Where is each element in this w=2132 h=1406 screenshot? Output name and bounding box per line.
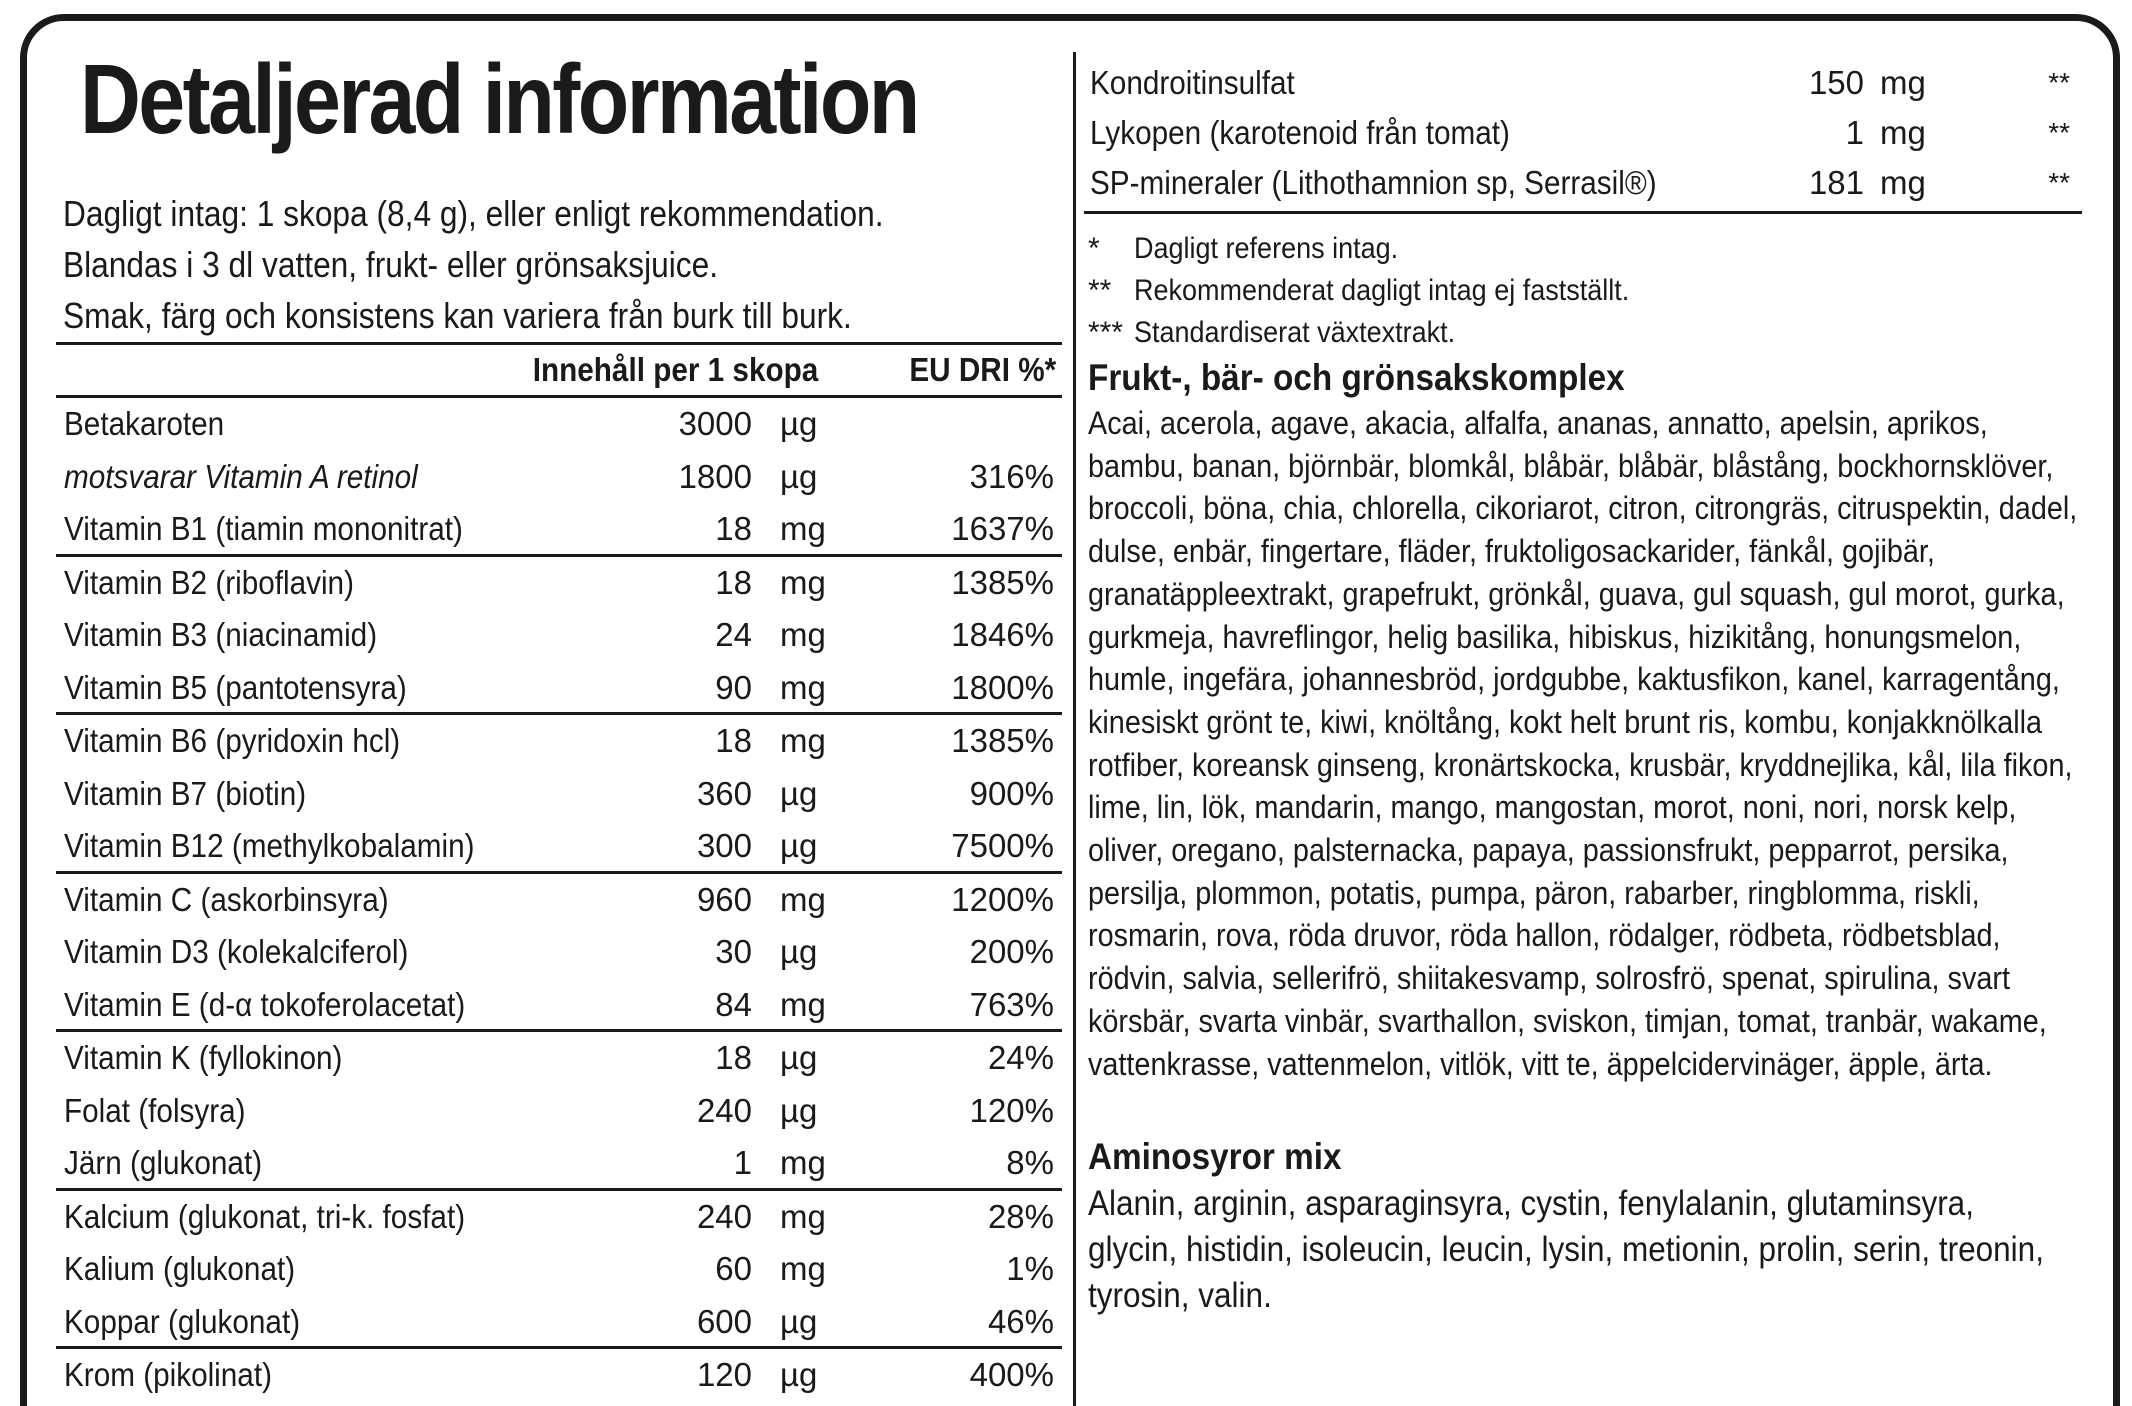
nutrient-name: Vitamin E (d-α tokoferolacetat) <box>64 985 466 1023</box>
nutrient-name: Vitamin B3 (niacinamid) <box>64 616 378 653</box>
table-row <box>56 1243 1062 1296</box>
intro-line: Blandas i 3 dl vatten, frukt- eller grönsaksjuice. <box>63 244 719 285</box>
extra-name: Kondroitinsulfat <box>1090 64 1295 101</box>
nutrient-dri: 1200% <box>951 880 1054 918</box>
nutrient-unit: mg <box>780 563 826 601</box>
nutrient-amount: 3000 <box>678 405 752 442</box>
nutrient-dri: 1800% <box>951 668 1054 706</box>
nutrient-name: Vitamin C (askorbinsyra) <box>64 880 389 918</box>
nutrient-name: Kalium (glukonat) <box>64 1250 296 1287</box>
nutrient-name: Vitamin B12 (methylkobalamin) <box>64 827 475 864</box>
nutrient-name: Vitamin D3 (kolekalciferol) <box>64 933 409 970</box>
footnote-symbol: * <box>1088 232 1100 265</box>
table-row <box>56 715 1062 768</box>
nutrient-name: Vitamin B1 (tiamin mononitrat) <box>64 510 463 547</box>
nutrient-amount: 240 <box>696 1091 752 1129</box>
table-row <box>56 662 1062 716</box>
extra-note: ** <box>2048 67 2070 98</box>
nutrient-dri: 1385% <box>951 722 1054 759</box>
column-divider <box>1073 52 1076 1406</box>
nutrient-dri: 28% <box>987 1197 1054 1235</box>
header-content: Innehåll per 1 skopa <box>532 351 818 388</box>
nutrient-unit: mg <box>780 985 826 1023</box>
extra-name: Lykopen (karotenoid från tomat) <box>1090 114 1510 151</box>
nutrient-unit: mg <box>780 880 826 918</box>
nutrient-amount: 84 <box>715 985 752 1023</box>
nutrient-dri: 1846% <box>951 616 1054 653</box>
nutrient-name: Vitamin B6 (pyridoxin hcl) <box>64 722 401 759</box>
table-row <box>56 609 1062 662</box>
table-row <box>1084 58 2094 108</box>
table-row <box>56 1085 1062 1138</box>
nutrient-unit: µg <box>780 1302 818 1340</box>
nutrient-dri: 1% <box>1006 1250 1054 1287</box>
footnote <box>1084 312 2094 354</box>
nutrient-amount: 1 <box>733 1144 752 1181</box>
footnote <box>1084 270 2094 312</box>
nutrient-unit: mg <box>780 1144 826 1181</box>
extra-amount: 150 <box>1808 64 1864 101</box>
footnote <box>1084 228 2094 270</box>
table-row <box>56 1349 1062 1402</box>
nutrient-dri: 200% <box>969 933 1054 970</box>
nutrient-amount: 90 <box>715 668 752 706</box>
nutrient-unit: mg <box>780 1250 826 1287</box>
nutrient-dri: 1385% <box>951 563 1054 601</box>
fruit-complex-list: Acai, acerola, agave, akacia, alfalfa, ananas, annatto, apelsin, aprikos, bambu, banan, björnbär, blomkål, blåbär, blåbär, blåstång, bockhornsklöver, broccoli, böna, chia, chlorella, cikoriarot, citron, citrongräs, citruspektin, dadel, dulse, enbär, fingertare, fläder, fruktoligosackarider, fänkål, gojibär, granatäppleextrakt, grapefrukt, grönkål, guava, gul squash, gul morot, gurka, gurkmeja, havreflingor, helig basilika, hibiskus, hizikitång, honungsmelon, humle, ingefära, johannesbröd, jordgubbe, kaktusfikon, kanel, karragentång, kinesiskt grönt te, kiwi, knöltång, kokt helt brunt ris, kombu, konjakknölkalla rotfiber, koreansk ginseng, kronärtskocka, krusbär, kryddnejlika, kål, lila fikon, lime, lin, lök, mandarin, mango, mangostan, morot, noni, nori, norsk kelp, oliver, oregano, palsternacka, papaya, passionsfrukt, pepparrot, persika, persilja, plommon, potatis, pumpa, päron, rabarber, ringblomma, riskli, rosmarin, rova, röda druvor, röda hallon, rödalger, rödbeta, rödbetsblad, rödvin, salvia, sellerifrö, shiitakesvamp, solrosfrö, spenat, spirulina, svart körsbär, svarta vinbär, svarthallon, sviskon, timjan, tomat, tranbär, wakame, vattenkrasse, vattenmelon, vitlök, vitt te, äppelcidervinäger, äpple, ärta. <box>1088 405 2078 1082</box>
extras-table <box>1084 58 2094 214</box>
footnote-text: Dagligt referens intag. <box>1134 232 1399 265</box>
nutrient-dri: 8% <box>1006 1144 1054 1181</box>
right-column <box>1084 58 2094 1319</box>
nutrient-dri: 24% <box>987 1039 1054 1076</box>
nutrient-unit: µg <box>780 1039 818 1076</box>
nutrient-name: Betakaroten <box>64 405 225 442</box>
nutrient-name: Koppar (glukonat) <box>64 1302 301 1340</box>
nutrient-unit: mg <box>780 1197 826 1235</box>
extra-note: ** <box>2048 167 2070 198</box>
intro-line: Smak, färg och konsistens kan variera från burk till burk. <box>63 295 852 336</box>
nutrient-name: Folat (folsyra) <box>64 1091 246 1129</box>
fruit-complex-heading: Frukt-, bär- och grönsakskomplex <box>1088 357 1625 398</box>
table-row <box>56 1296 1062 1350</box>
nutrient-amount: 18 <box>715 510 752 547</box>
page-title: Detaljerad information <box>80 44 918 154</box>
amino-acids-heading: Aminosyror mix <box>1088 1136 1342 1178</box>
nutrient-amount: 60 <box>715 1250 752 1287</box>
table-row <box>1084 158 2094 208</box>
nutrient-dri: 316% <box>969 457 1054 495</box>
nutrient-name: Vitamin B2 (riboflavin) <box>64 563 354 601</box>
nutrient-amount: 300 <box>696 827 752 864</box>
nutrient-amount: 960 <box>696 880 752 918</box>
extra-amount: 1 <box>1845 114 1864 151</box>
nutrition-table <box>56 342 1062 1402</box>
table-row <box>56 768 1062 821</box>
amino-acids-list: Alanin, arginin, asparaginsyra, cystin, fenylalanin, glutaminsyra, glycin, histidin, isoleucin, leucin, lysin, metionin, prolin, serin, treonin, tyrosin, valin. <box>1088 1184 2044 1316</box>
footnotes <box>1084 228 2094 354</box>
nutrient-dri: 900% <box>969 774 1054 812</box>
nutrient-name: Vitamin K (fyllokinon) <box>64 1039 343 1076</box>
header-dri: EU DRI %* <box>909 351 1056 388</box>
nutrient-amount: 18 <box>715 722 752 759</box>
table-row <box>56 503 1062 557</box>
table-row <box>1084 108 2094 158</box>
usage-instructions <box>63 188 996 341</box>
table-row <box>56 1191 1062 1244</box>
table-row <box>56 926 1062 979</box>
nutrient-name: Järn (glukonat) <box>64 1144 263 1181</box>
nutrient-unit: µg <box>780 933 818 970</box>
extra-amount: 181 <box>1808 164 1864 201</box>
footnote-text: Standardiserat växtextrakt. <box>1134 316 1456 349</box>
nutrient-dri: 7500% <box>951 827 1054 864</box>
footnote-symbol: *** <box>1088 316 1124 349</box>
extra-unit: mg <box>1880 114 1926 151</box>
nutrient-unit: µg <box>780 827 818 864</box>
nutrient-unit: µg <box>780 1356 818 1393</box>
table-row <box>56 979 1062 1033</box>
nutrient-amount: 18 <box>715 563 752 601</box>
nutrient-unit: µg <box>780 774 818 812</box>
nutrient-amount: 240 <box>696 1197 752 1235</box>
extra-unit: mg <box>1880 164 1926 201</box>
nutrient-dri: 1637% <box>951 510 1054 547</box>
nutrient-unit: mg <box>780 668 826 706</box>
nutrient-name: Krom (pikolinat) <box>64 1356 272 1393</box>
table-row <box>56 1137 1062 1191</box>
table-row <box>56 820 1062 874</box>
table-row <box>56 1032 1062 1085</box>
nutrient-dri: 120% <box>969 1091 1054 1129</box>
nutrient-amount: 360 <box>696 774 752 812</box>
nutrient-name: Vitamin B5 (pantotensyra) <box>64 668 407 706</box>
extra-name: SP-mineraler (Lithothamnion sp, Serrasil®) <box>1090 164 1657 201</box>
nutrient-unit: mg <box>780 510 826 547</box>
footnote-text: Rekommenderat dagligt intag ej fastställt. <box>1134 274 1630 307</box>
nutrient-dri: 763% <box>969 985 1054 1023</box>
footnote-symbol: ** <box>1088 274 1112 307</box>
nutrient-amount: 1800 <box>678 457 752 495</box>
table-row <box>56 398 1062 451</box>
nutrient-name: motsvarar Vitamin A retinol <box>64 457 418 495</box>
nutrient-amount: 600 <box>696 1302 752 1340</box>
table-row <box>56 874 1062 927</box>
nutrient-amount: 120 <box>696 1356 752 1393</box>
nutrient-amount: 24 <box>715 616 752 653</box>
nutrient-unit: mg <box>780 722 826 759</box>
nutrient-amount: 18 <box>715 1039 752 1076</box>
table-row <box>56 557 1062 610</box>
extra-unit: mg <box>1880 64 1926 101</box>
nutrient-name: Vitamin B7 (biotin) <box>64 774 307 812</box>
extra-note: ** <box>2048 117 2070 148</box>
nutrient-name: Kalcium (glukonat, tri-k. fosfat) <box>64 1197 466 1235</box>
nutrient-unit: µg <box>780 457 818 495</box>
table-header <box>56 342 1062 398</box>
nutrient-unit: µg <box>780 405 818 442</box>
table-row <box>56 451 1062 504</box>
nutrient-unit: mg <box>780 616 826 653</box>
nutrient-amount: 30 <box>715 933 752 970</box>
nutrient-dri: 46% <box>987 1302 1054 1340</box>
divider <box>1084 211 2082 214</box>
intro-line: Dagligt intag: 1 skopa (8,4 g), eller enligt rekommendation. <box>63 193 884 234</box>
nutrient-dri: 400% <box>969 1356 1054 1393</box>
nutrient-unit: µg <box>780 1091 818 1129</box>
